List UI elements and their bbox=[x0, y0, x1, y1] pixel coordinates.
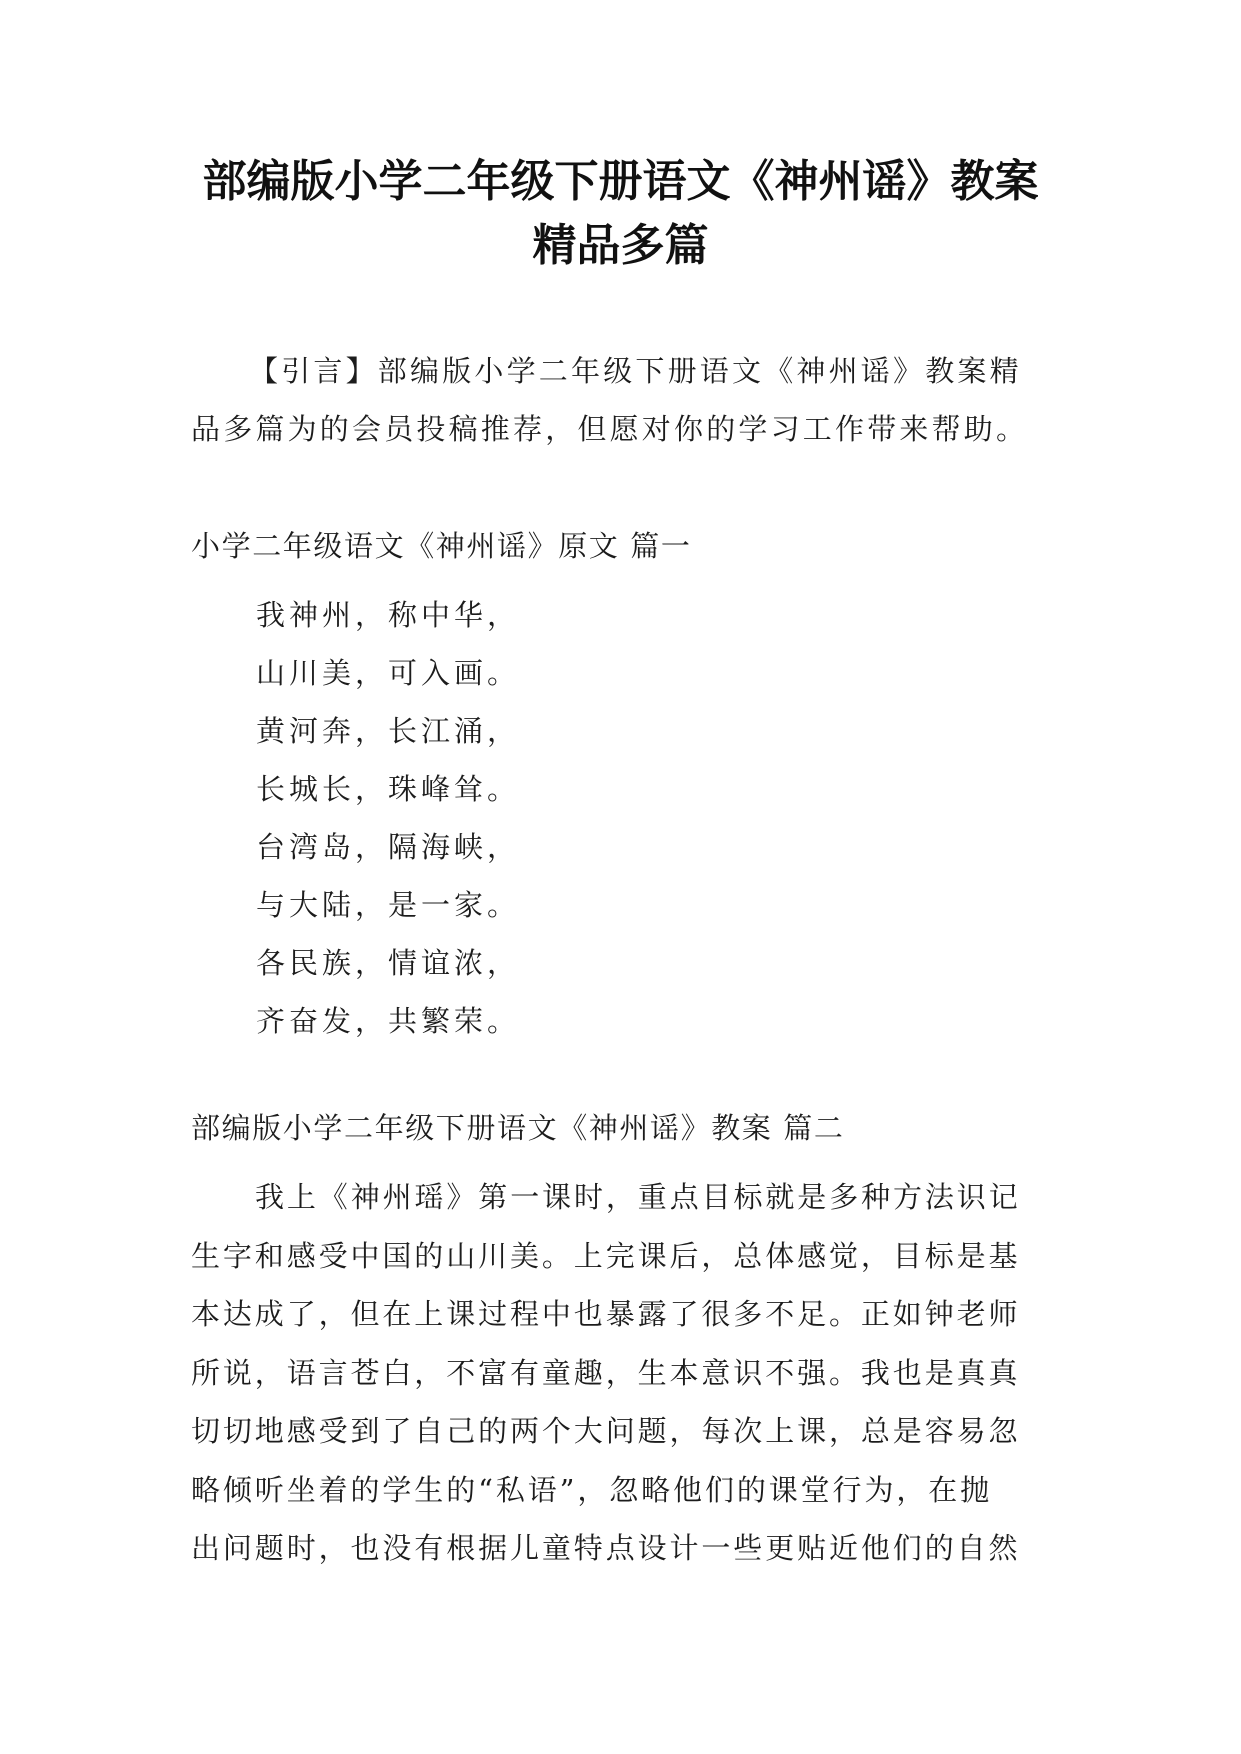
poem-line: 齐奋发，共繁荣。 bbox=[256, 1004, 521, 1038]
intro-paragraph bbox=[191, 342, 1051, 458]
section2-heading: 部编版小学二年级下册语文《神州谣》教案 篇二 bbox=[191, 1111, 845, 1145]
intro-line-2: 品多篇为的会员投稿推荐，但愿对你的学习工作带来帮助。 bbox=[191, 412, 1029, 446]
paragraph-line: 生字和感受中国的山川美。上完课后，总体感觉，目标是基 bbox=[191, 1238, 1021, 1273]
poem-line: 长城长，珠峰耸。 bbox=[256, 772, 521, 806]
section1-heading: 小学二年级语文《神州谣》原文 篇一 bbox=[191, 529, 692, 563]
paragraph-line: 切切地感受到了自己的两个大问题，每次上课，总是容易忽 bbox=[191, 1414, 1021, 1448]
paragraph-line: 我上《神州瑶》第一课时，重点目标就是多种方法识记 bbox=[255, 1180, 1021, 1214]
title-line-2: 精品多篇 bbox=[532, 220, 709, 271]
section2-paragraph bbox=[191, 1168, 1051, 1578]
paragraph-line: 所说，语言苍白，不富有童趣，生本意识不强。我也是真真 bbox=[191, 1355, 1021, 1390]
poem-line: 台湾岛，隔海峡， bbox=[256, 830, 521, 864]
document-title bbox=[160, 150, 1081, 278]
poem-text bbox=[256, 586, 520, 1050]
title-line-1: 部编版小学二年级下册语文《神州谣》教案 bbox=[202, 156, 1039, 207]
paragraph-line: 略倾听坐着的学生的“私语”，忽略他们的课堂行为，在抛 bbox=[191, 1472, 993, 1507]
poem-line: 山川美，可入画。 bbox=[256, 656, 521, 690]
paragraph-line: 本达成了，但在上课过程中也暴露了很多不足。正如钟老师 bbox=[191, 1297, 1021, 1331]
poem-line: 与大陆，是一家。 bbox=[256, 888, 521, 922]
paragraph-line: 出问题时，也没有根据儿童特点设计一些更贴近他们的自然 bbox=[191, 1531, 1021, 1565]
poem-line: 黄河奔，长江涌， bbox=[256, 714, 521, 748]
intro-line-1: 【引言】部编版小学二年级下册语文《神州谣》教案精 bbox=[249, 354, 1022, 388]
poem-line: 各民族，情谊浓， bbox=[256, 946, 521, 980]
poem-line: 我神州，称中华， bbox=[256, 598, 521, 632]
